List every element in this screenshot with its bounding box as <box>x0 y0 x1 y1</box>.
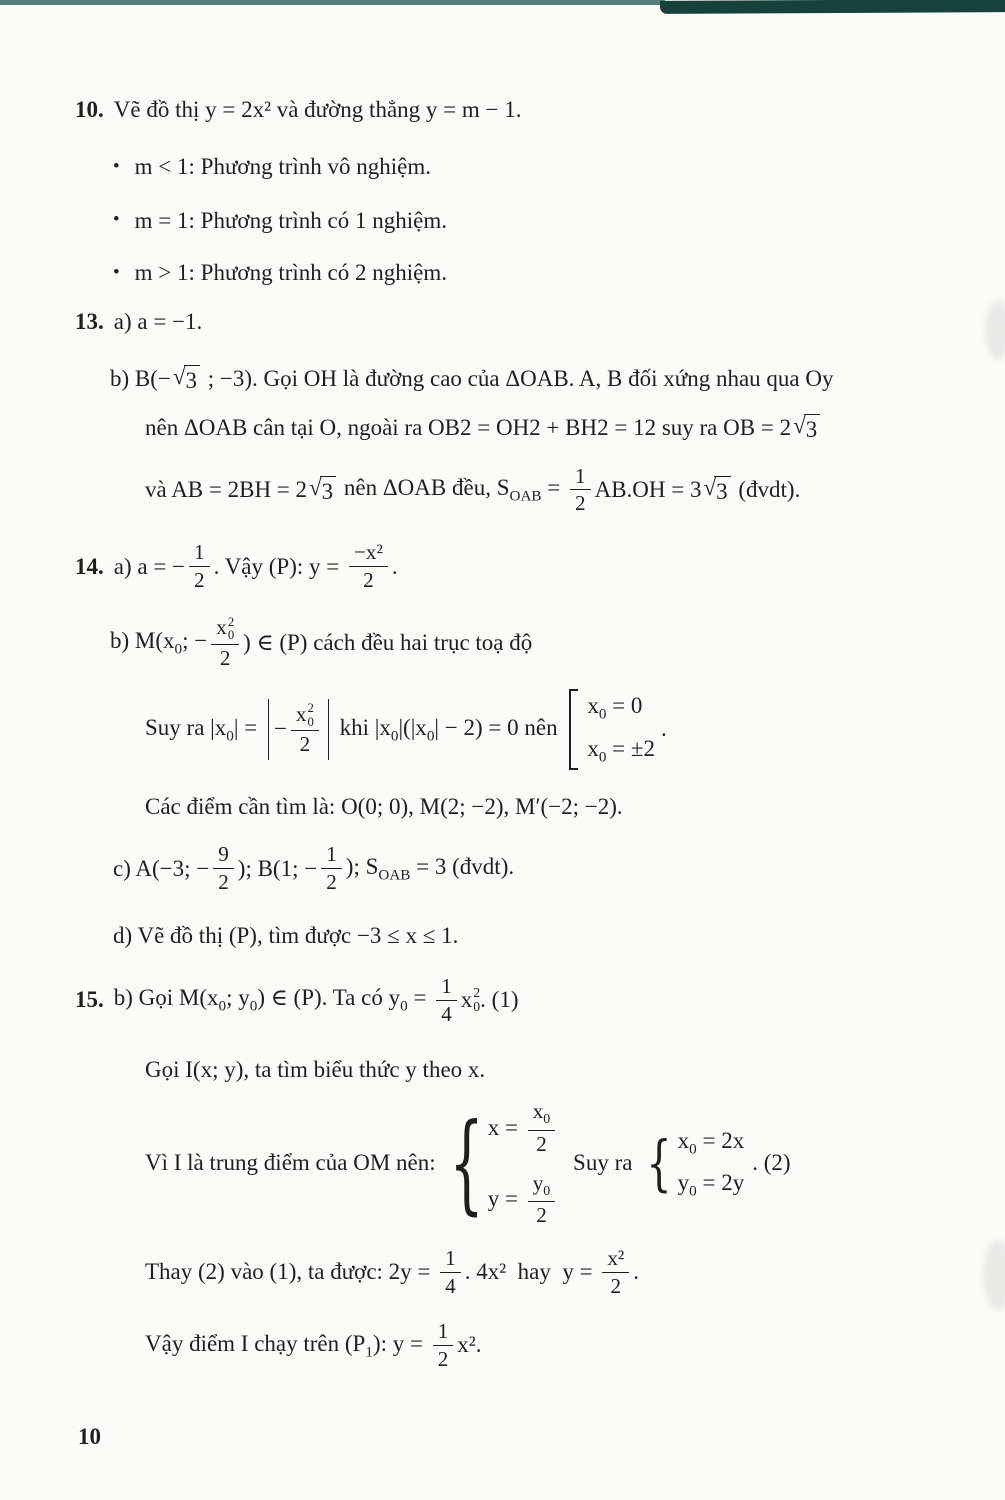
bullet-icon: • <box>113 261 120 283</box>
denominator: 2 <box>575 491 586 516</box>
radicand: 3 <box>804 414 821 442</box>
solution-14c <box>113 842 1005 895</box>
subscript: 0 <box>174 640 183 658</box>
text-run: nên ΔOAB cân tại O, ngoài ra OB2 = OH2 + BH2 = 12 suy ra OB = 2 <box>145 415 792 441</box>
bullet-text: m > 1: Phương trình có 2 nghiệm. <box>134 260 447 286</box>
numerator: 1 <box>440 1246 461 1273</box>
text-run: ; − <box>182 628 208 654</box>
sqrt-icon: √ <box>703 474 717 500</box>
solution-14a <box>75 540 1005 593</box>
text-run: x = <box>487 1114 524 1140</box>
text-run: x <box>587 736 599 762</box>
sqrt-radical <box>309 476 336 504</box>
denominator: 2 <box>536 1131 547 1156</box>
text-run: = 2x <box>696 1127 745 1153</box>
text-run <box>145 713 263 747</box>
text-run <box>110 626 207 660</box>
text-run <box>114 983 432 1017</box>
left-bracket <box>569 689 578 770</box>
sqrt-icon: √ <box>793 413 806 439</box>
subscript: 0 <box>543 1112 551 1128</box>
solution-15b-line1 <box>75 974 1005 1027</box>
subscript: OAB <box>378 866 411 884</box>
solution-15b-line2 <box>145 1055 1005 1085</box>
subscript: 0 <box>689 1140 697 1158</box>
sup-sub-stack <box>308 702 314 729</box>
numerator: 1 <box>570 464 591 491</box>
superscript: 2 <box>307 701 314 716</box>
radicand: 3 <box>714 476 731 504</box>
sqrt-radical <box>704 476 731 504</box>
numerator <box>528 1099 556 1131</box>
bullet-text: m = 1: Phương trình có 1 nghiệm. <box>134 207 447 233</box>
fraction <box>321 842 342 895</box>
case-system <box>569 691 655 768</box>
text-run: x <box>532 1098 544 1123</box>
scan-artifact-top-left <box>0 0 665 5</box>
text-run: ); S <box>345 854 379 880</box>
subscript: 0 <box>426 727 435 745</box>
text-run: . <box>391 553 398 579</box>
solution-13b-line3 <box>145 464 1005 517</box>
subscript: 0 <box>226 727 234 745</box>
bullet-icon: • <box>113 209 120 231</box>
text-run: a) a = −1. <box>113 309 203 335</box>
text-run: Vẽ đồ thị y = 2x² và đường thẳng y = m − 1. <box>113 97 522 122</box>
text-run: c) A(−3; − <box>113 855 210 881</box>
text-run: x <box>295 701 307 726</box>
problem-number: 10. <box>75 97 104 122</box>
numerator <box>291 702 319 731</box>
solution-15b-conclusion <box>145 1319 1005 1372</box>
text-run: y = <box>487 1186 524 1212</box>
text-run: ): y = <box>372 1330 429 1356</box>
equation-system <box>646 1126 744 1201</box>
sqrt-radical <box>793 414 820 442</box>
denominator: 2 <box>218 870 229 895</box>
sup-sub-stack <box>228 616 234 643</box>
text-run: = <box>541 475 567 501</box>
text-run <box>334 713 563 747</box>
fraction <box>211 615 239 670</box>
radicand: 3 <box>184 365 201 393</box>
text-run: x <box>216 615 227 640</box>
problem-number: 15. <box>75 986 104 1012</box>
text-run: = 0 <box>606 692 643 718</box>
text-run: = 3 (đvdt). <box>410 854 515 880</box>
x-squared-sub0-term <box>461 985 480 1015</box>
problem-10 <box>75 95 1005 125</box>
case-row <box>587 691 655 725</box>
numerator: 9 <box>213 842 234 869</box>
system-column <box>678 1126 745 1201</box>
case-column <box>587 691 655 768</box>
solution-13b-line1 <box>110 364 1005 394</box>
subscript: 0 <box>473 999 481 1015</box>
text-run: Suy ra <box>567 1150 639 1176</box>
text-run: nên ΔOAB đều, S <box>338 475 510 501</box>
solution-13b-line2 <box>145 413 1005 443</box>
denominator: 2 <box>194 568 205 593</box>
numerator: 1 <box>433 1319 454 1346</box>
text-run: Vậy điểm I chạy trên (P <box>145 1330 366 1356</box>
subscript: 0 <box>249 997 258 1015</box>
text-run: . Vậy (P): y = <box>213 553 345 579</box>
subscript: 0 <box>400 997 408 1015</box>
text-run: |(|x <box>398 714 427 740</box>
text-run: . 4x² hay y = <box>464 1259 599 1285</box>
text-run: x². <box>457 1332 482 1358</box>
numerator: x² <box>602 1246 629 1273</box>
text-run: y <box>677 1169 690 1195</box>
superscript: 2 <box>473 984 481 1000</box>
text-run: = 2y <box>696 1169 745 1195</box>
text-run <box>145 1329 429 1363</box>
denominator: 2 <box>437 1347 449 1372</box>
text-run: = <box>407 985 433 1011</box>
superscript: 2 <box>227 615 235 630</box>
solution-15b-substitution <box>145 1246 1005 1299</box>
text-run: ; y <box>226 985 250 1011</box>
text-run: x <box>677 1127 690 1153</box>
numerator <box>528 1171 556 1203</box>
numerator: 1 <box>436 974 457 1001</box>
sqrt-icon: √ <box>309 474 322 500</box>
fraction <box>213 842 234 895</box>
denominator: 2 <box>610 1274 622 1299</box>
text-run: . (2) <box>752 1150 791 1176</box>
numerator: −x² <box>349 540 388 567</box>
solution-14b-points <box>145 792 1005 822</box>
sqrt-radical <box>173 365 200 393</box>
denominator: 4 <box>441 1001 452 1026</box>
text-run: = ±2 <box>606 736 656 762</box>
problem-number: 14. <box>75 553 104 579</box>
text-run: − <box>273 716 287 742</box>
equation-system <box>449 1099 559 1228</box>
scan-artifact-top-right <box>660 0 1005 14</box>
bullet-item-3 <box>113 258 1005 288</box>
text-run: Các điểm cần tìm là: O(0; 0), M(2; −2), M′(−2; −2). <box>145 794 623 820</box>
text-run: ); B(1; − <box>237 855 318 881</box>
fraction <box>570 464 591 517</box>
text-run: b) M(x <box>110 628 175 654</box>
bullet-icon: • <box>113 156 120 177</box>
subscript: 0 <box>689 1182 697 1200</box>
radicand: 3 <box>320 476 337 504</box>
scan-smudge <box>983 1240 1005 1310</box>
text-run: AB.OH = 3 <box>594 476 702 502</box>
subscript: 0 <box>390 727 399 745</box>
text-run: . <box>633 1259 639 1285</box>
subscript: 0 <box>227 628 235 643</box>
fraction <box>602 1246 629 1299</box>
subscript: 0 <box>543 1183 551 1199</box>
text-run: Gọi I(x; y), ta tìm biểu thức y theo x. <box>145 1056 486 1082</box>
left-brace: { <box>646 1129 672 1199</box>
denominator: 2 <box>326 870 337 895</box>
denominator: 2 <box>299 732 311 757</box>
subscript: 1 <box>365 1343 373 1361</box>
text-run: b) Gọi M(x <box>113 985 219 1011</box>
system-row <box>678 1126 745 1160</box>
subscript: 0 <box>598 705 607 723</box>
fraction <box>528 1099 556 1157</box>
numerator <box>211 615 239 644</box>
bullet-item-1 <box>113 152 1005 182</box>
absolute-value <box>268 699 329 760</box>
problem-number: 13. <box>75 309 104 335</box>
text-run: | = <box>233 714 263 740</box>
text-run: (đvdt). <box>732 476 801 502</box>
text-run: y <box>532 1170 544 1195</box>
text-run: ; −3). Gọi OH là đường cao của ΔOAB. A, B đối xứng nhau qua Oy <box>202 365 834 391</box>
system-row <box>488 1171 560 1229</box>
case-row <box>587 734 655 768</box>
denominator: 4 <box>445 1274 456 1299</box>
sup-sub-stack <box>473 986 480 1015</box>
fraction <box>189 540 210 593</box>
scan-smudge <box>985 300 1005 360</box>
text-run: ) ∈ (P) cách đều hai trục toạ độ <box>243 629 533 655</box>
fraction <box>433 1319 454 1372</box>
denominator: 2 <box>363 568 374 593</box>
bullet-text: m < 1: Phương trình vô nghiệm. <box>134 154 432 180</box>
text-run: . (1) <box>480 986 519 1012</box>
subscript: 0 <box>307 714 314 729</box>
text-run <box>338 473 566 507</box>
text-run <box>346 852 514 886</box>
numerator: 1 <box>189 540 210 567</box>
text-run: và AB = 2BH = 2 <box>145 476 308 502</box>
fraction <box>528 1171 556 1229</box>
bullet-item-2 <box>113 206 1005 236</box>
fraction <box>436 974 457 1027</box>
subscript: OAB <box>509 487 542 505</box>
text-run: khi |x <box>333 714 391 740</box>
text-run: x <box>460 986 473 1012</box>
solution-13a <box>75 307 1005 337</box>
denominator: 2 <box>219 645 231 670</box>
text-run: Thay (2) vào (1), ta được: 2y = <box>145 1259 437 1285</box>
text-run: | − 2) = 0 nên <box>434 714 564 740</box>
text-run: d) Vẽ đồ thị (P), tìm được −3 ≤ x ≤ 1. <box>113 923 459 949</box>
system-row <box>678 1168 745 1202</box>
subscript: 0 <box>598 748 607 766</box>
sqrt-icon: √ <box>172 363 186 389</box>
subscript: 0 <box>218 997 227 1015</box>
system-column <box>488 1099 560 1228</box>
solution-14b-derivation <box>145 691 1005 768</box>
text-run: x <box>587 692 599 718</box>
text-run: b) B(− <box>110 365 171 391</box>
numerator: 1 <box>321 842 342 869</box>
text-run: a) a = − <box>113 553 186 579</box>
solution-15b-system <box>145 1099 1005 1228</box>
system-row <box>488 1099 560 1157</box>
solution-14d <box>113 921 1005 951</box>
text-run: Suy ra |x <box>145 714 227 740</box>
text-run: ) ∈ (P). Ta có y <box>257 985 401 1011</box>
text-run: Vì I là trung điểm của OM nên: <box>145 1150 442 1176</box>
page-number: 10 <box>78 1424 101 1449</box>
text-run: . <box>661 716 667 742</box>
fraction <box>291 702 319 757</box>
denominator: 2 <box>536 1203 547 1228</box>
left-brace: { <box>449 1099 484 1226</box>
fraction <box>440 1246 461 1299</box>
solution-14b <box>110 615 1005 670</box>
fraction <box>349 540 388 593</box>
